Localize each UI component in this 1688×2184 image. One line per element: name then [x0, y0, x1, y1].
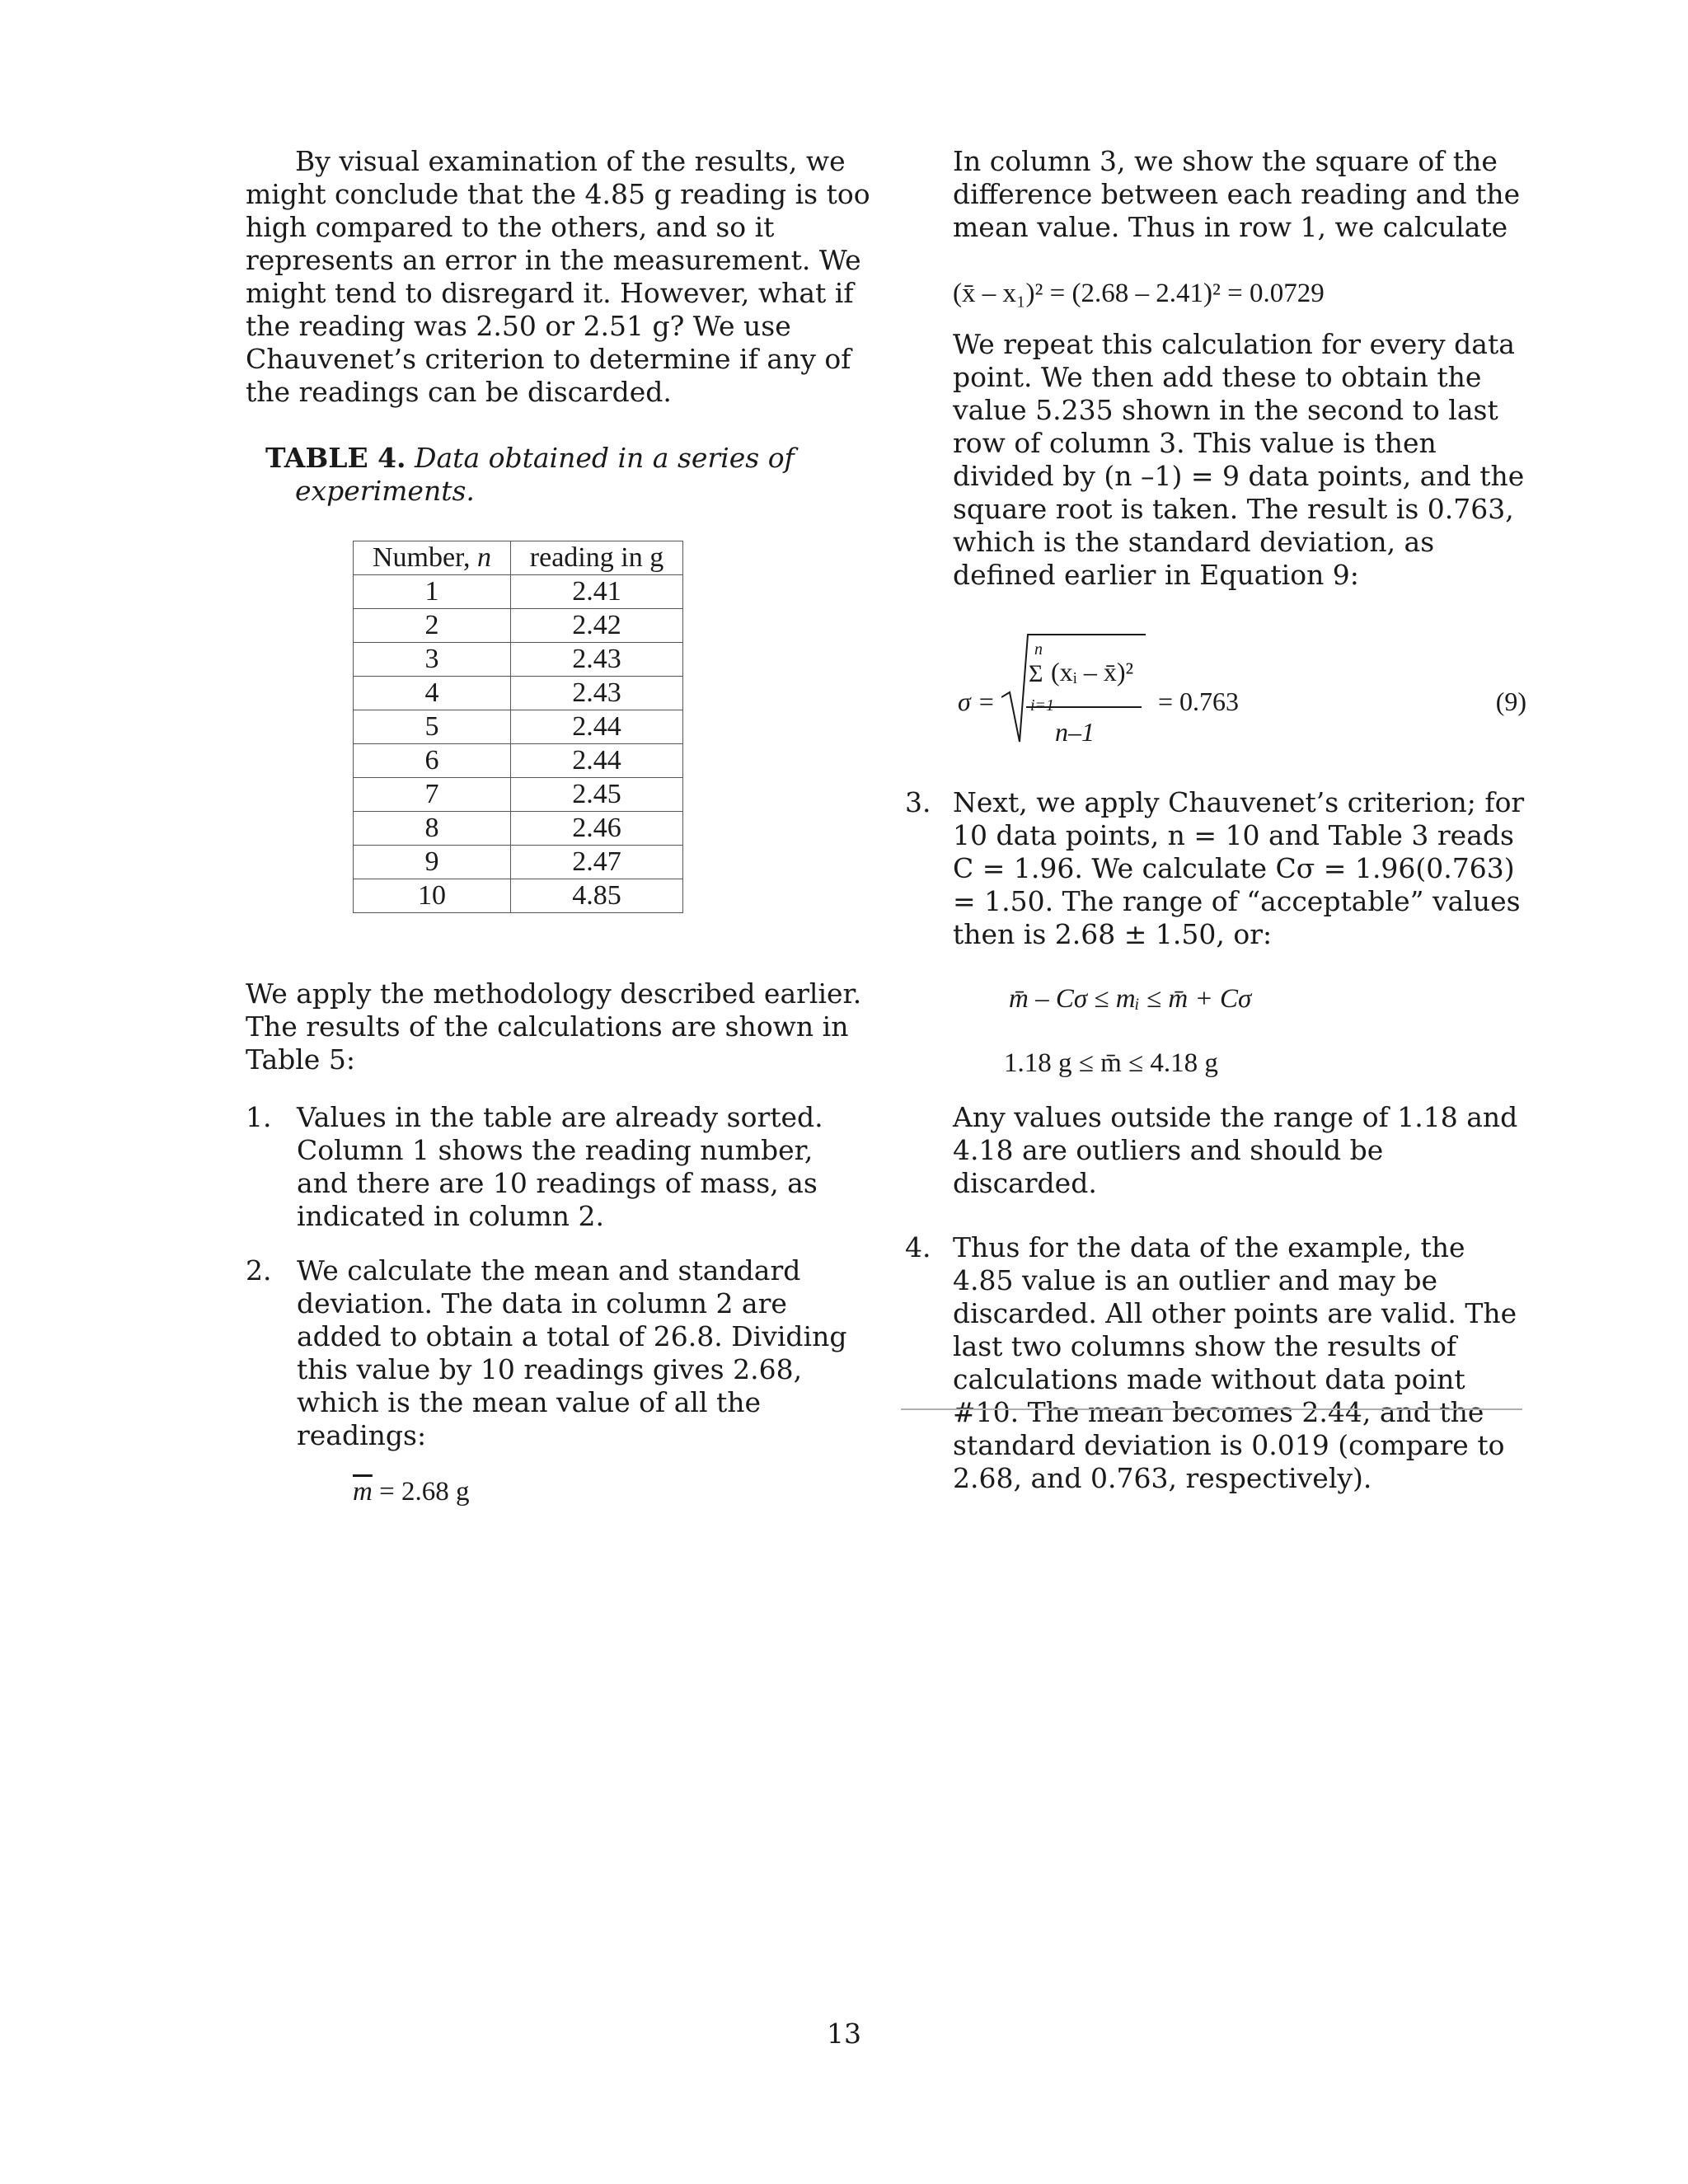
- cell-reading: 2.42: [511, 609, 683, 643]
- table-row: [354, 846, 683, 879]
- square-difference-equation: (x̄ – x₁)² = (2.68 – 2.41)² = 0.0729: [953, 279, 1325, 308]
- table-row: [354, 609, 683, 643]
- cell-reading: 2.47: [511, 846, 683, 879]
- cell-reading: 2.43: [511, 677, 683, 710]
- table-row: [354, 677, 683, 710]
- cell-reading: 2.44: [511, 744, 683, 778]
- left-column: [246, 145, 872, 1508]
- mean-value: = 2.68 g: [372, 1477, 470, 1507]
- cell-number: 7: [354, 778, 511, 812]
- inequality-line-2: 1.18 g ≤ m̄ ≤ 4.18 g: [1004, 1048, 1218, 1078]
- list-item: [907, 1231, 1526, 1495]
- cell-reading: 2.41: [511, 575, 683, 609]
- table-title-line2: experiments.: [295, 475, 475, 507]
- table-row: [354, 744, 683, 778]
- cell-reading: 2.46: [511, 812, 683, 846]
- readings-table: [353, 541, 683, 913]
- outliers-paragraph: Any values outside the range of 1.18 and 4.18 are outliers and should be discarded.: [953, 1101, 1518, 1199]
- item-text: Values in the table are already sorted. Column 1 shows the reading number, and there are 10 readings of mass, as indicated in column 2.: [297, 1101, 823, 1232]
- cell-number: 10: [354, 879, 511, 913]
- table-caption: [265, 442, 872, 508]
- table-row: [354, 575, 683, 609]
- item-number: 2.: [246, 1254, 272, 1286]
- table-row: [354, 643, 683, 677]
- table-label: TABLE 4.: [265, 442, 406, 474]
- page-number: 13: [827, 2018, 861, 2050]
- item-number: 4.: [905, 1231, 931, 1263]
- cell-reading: 4.85: [511, 879, 683, 913]
- column3-paragraph: In column 3, we show the square of the difference between each reading and the mean value. Thus in row 1, we calculate: [953, 145, 1521, 243]
- sigma-symbol: σ =: [958, 687, 996, 716]
- table-row: [354, 778, 683, 812]
- item-text: We calculate the mean and standard deviation. The data in column 2 are added to obtain a total of 26.8. Dividing this value by 10 readings gives 2.68, which is the mean value of all the readings:: [297, 1254, 847, 1451]
- cell-reading: 2.43: [511, 643, 683, 677]
- sum-symbol: Σ: [1029, 660, 1043, 687]
- mean-equation: [246, 1475, 872, 1508]
- cell-number: 8: [354, 812, 511, 846]
- cell-number: 9: [354, 846, 511, 879]
- list-item: [907, 786, 1526, 951]
- methodology-paragraph: We apply the methodology described earlier. The results of the calculations are shown in Table 5:: [246, 977, 862, 1076]
- item-text: Next, we apply Chauvenet’s criterion; for 10 data points, n = 10 and Table 3 reads C = 1.96. We calculate Cσ = 1.96(0.763) = 1.50. The range of “acceptable” values then is 2.68 ± 1.50, or:: [953, 786, 1525, 950]
- cell-number: 5: [354, 710, 511, 744]
- list-item: [246, 1254, 872, 1452]
- item-text: Thus for the data of the example, the 4.85 value is an outlier and may be discarded. All other points are valid. The last two columns show the results of calculations made without data point #10. The mean becomes 2.44, and the standard deviation is 0.019 (compare to 2.68, and 0.763, respectively).: [953, 1231, 1517, 1494]
- cell-number: 1: [354, 575, 511, 609]
- cell-number: 3: [354, 643, 511, 677]
- intro-paragraph: By visual examination of the results, we might conclude that the 4.85 g reading is too high compared to the others, and so it represents an error in the measurement. We might tend to disregard it. However, what if the reading was 2.50 or 2.51 g? We use Chauvenet’s criterion to determine if any of the readings can be discarded.: [246, 145, 870, 408]
- right-column: [907, 145, 1526, 1495]
- fraction-denominator: n–1: [1055, 717, 1095, 747]
- table-row: [354, 879, 683, 913]
- table-header-row: [354, 541, 683, 575]
- cell-number: 4: [354, 677, 511, 710]
- list-item: [246, 1101, 872, 1233]
- item-number: 1.: [246, 1101, 272, 1133]
- header-number: Number, n: [354, 541, 511, 575]
- cell-reading: 2.44: [511, 710, 683, 744]
- mean-symbol: $\overline{m}$: [353, 1477, 373, 1507]
- fraction-numerator: (xᵢ – x̄)²: [1051, 657, 1134, 687]
- sum-lower-limit: i=1: [1030, 696, 1055, 715]
- equation-9: [907, 625, 1526, 773]
- cell-number: 6: [354, 744, 511, 778]
- table-row: [354, 812, 683, 846]
- equation-result: = 0.763: [1158, 687, 1240, 716]
- header-reading: reading in g: [511, 541, 683, 575]
- item-number: 3.: [905, 786, 931, 818]
- cell-reading: 2.45: [511, 778, 683, 812]
- repeat-paragraph: We repeat this calculation for every data point. We then add these to obtain the value 5.235 shown in the second to last row of column 3. This value is then divided by (n –1) = 9 data points, and the square root is taken. The result is 0.763, which is the standard deviation, as defined earlier in Equation 9:: [953, 328, 1525, 591]
- cell-number: 2: [354, 609, 511, 643]
- inequality-line-1: m̄ – Cσ ≤ mᵢ ≤ m̄ + Cσ: [1009, 984, 1252, 1014]
- column-divider-rule: [901, 1408, 1522, 1410]
- sum-upper-limit: n: [1034, 640, 1043, 658]
- table-title-line1: Data obtained in a series of: [415, 442, 795, 474]
- steps-list-left: [246, 1101, 872, 1452]
- equation-number: (9): [1495, 687, 1526, 716]
- table-row: [354, 710, 683, 744]
